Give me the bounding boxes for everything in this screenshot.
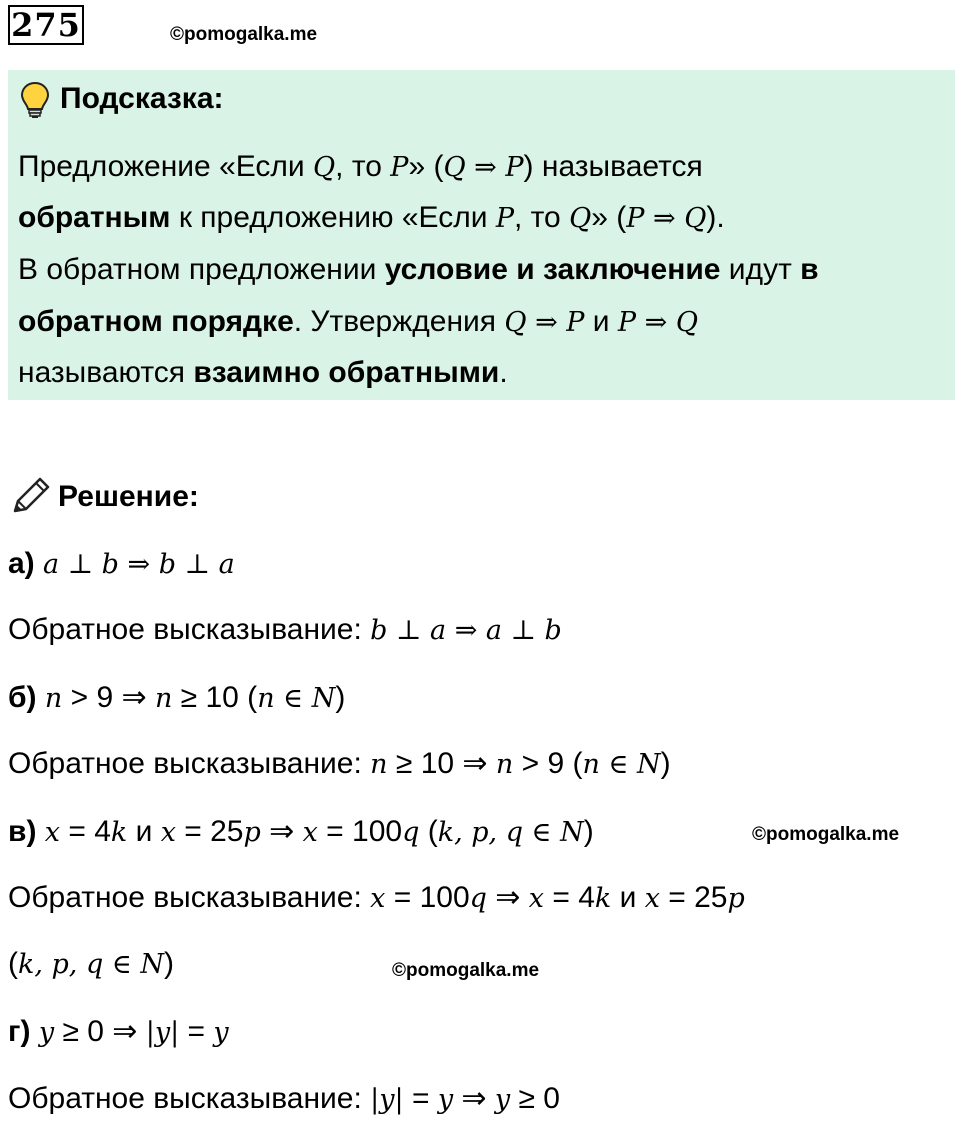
item-g: г) y ≥ 0 ⇒ |y| = y <box>8 1015 229 1048</box>
item-b: б) n > 9 ⇒ n ≥ 10 (n ∈ N) <box>8 681 346 714</box>
watermark-2: ©pomogalka.me <box>752 824 900 845</box>
hint-line-5: называются взаимно обратными. <box>18 356 508 389</box>
reverse-v-cont: (k, p, q ∈ N) <box>8 947 175 980</box>
reverse-v: Обратное высказывание: x = 100q ⇒ x = 4k и x = 25p <box>8 881 745 914</box>
hint-title: Подсказка: <box>60 82 224 115</box>
item-v: в) x = 4k и x = 25p ⇒ x = 100q (k, p, q ∈ N) <box>8 815 594 848</box>
task-number: 275 <box>8 5 84 45</box>
label-a: а) <box>8 547 35 580</box>
label-g: г) <box>8 1015 31 1048</box>
hint-line-3: В обратном предложении условие и заключение идут в <box>18 253 819 286</box>
hint-line-1: Предложение «Если Q, то P» (Q ⇒ P) называется <box>18 150 703 183</box>
lightbulb-icon <box>18 80 52 120</box>
reverse-g: Обратное высказывание: |y| = y ⇒ y ≥ 0 <box>8 1082 560 1115</box>
pencil-icon <box>10 476 52 516</box>
watermark: ©pomogalka.me <box>170 24 318 45</box>
solution-title: Решение: <box>58 480 199 513</box>
label-b: б) <box>8 681 37 714</box>
reverse-b: Обратное высказывание: n ≥ 10 ⇒ n > 9 (n ∈ N) <box>8 747 671 780</box>
hint-line-4: обратном порядке. Утверждения Q ⇒ P и P ⇒ Q <box>18 305 698 338</box>
watermark-3: ©pomogalka.me <box>392 960 540 981</box>
hint-box <box>8 70 955 400</box>
reverse-a: Обратное высказывание: b ⊥ a ⇒ a ⊥ b <box>8 613 562 646</box>
hint-line-2: обратным к предложению «Если P, то Q» (P ⇒ Q). <box>18 201 725 234</box>
item-a: а) a ⊥ b ⇒ b ⊥ a <box>8 547 235 580</box>
label-v: в) <box>8 815 37 848</box>
